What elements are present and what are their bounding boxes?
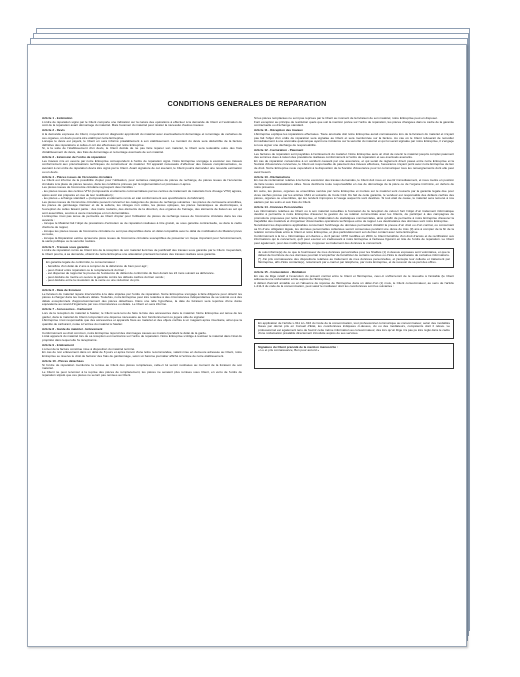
article-paragraph: L'ordre de réparation remis au Client lors de la réception de son matériel tient lieu de justificatif des travaux sous garantie par le Client. Cependant, le Client pourra, à sa demande, obtenir de notre Entreprise une attestation précisant la nature des travaux réalisés sous garantie. — [42, 248, 242, 256]
article-paragraph: Si les pièces remplacées ne sont pas reprises par le Client au moment de la livraison de son matériel, notre Entreprise peut en disposer. — [254, 116, 438, 120]
article-section — [254, 149, 454, 174]
article-paragraph: Les pièces issues de l'économie circulaire regroupent deux familles : — [42, 185, 135, 190]
article-heading: Article 13 - Réclamations — [254, 174, 291, 179]
article-paragraph: Lorsque le devis est payant, le Client en sera informé préalablement à son établissement. Le montant du devis sera déductible de la facture définitive des réparations si celles-ci ont été effectuées par notre Entreprise. — [42, 139, 242, 147]
article-paragraph: Les factures de réparation sont payables à l'enlèvement du matériel. Notre Entreprise aura un droit de retenir le matériel jusqu'à complet paiement des sommes dues à raison des prestations réalisées conformément à l'ordre de réparation et ses éventuels avenants. — [254, 151, 454, 160]
mediation-info-text: En application de l'article L.611 à L.616 du Code de la consommation, tout professionnel communique au consommateur, selon des modalités fixées par décret pris en Conseil d'Etat, les coordonnées indiquées ci-dessus, du ou des médiateurs, compétents dont il relève. Le professionnel est également tenu de fournir cette même information au consommateur, dès lors qu'un litige n'a pas pu être réglé dans le cadre d'une réclamation préalable directement introduite auprès de ses services. — [258, 320, 450, 336]
article-section — [42, 176, 242, 244]
article-heading: Article 11 - Réception des travaux — [254, 128, 303, 133]
article-paragraph: En cas de réclamation relative à la bonne exécution des travaux demandés, le Client doit nous en avertir immédiatement, et nous mettre en position de faire toutes constatations utiles. Nous déclinons toute responsabilité en cas de démontage de la pièce ou de l'organe incriminé, en dehors de notre présence. — [254, 178, 454, 190]
box-line: - est dispensé de rapporter la preuve de l'existence du défaut de conformité du bien durant les 24 mois suivant sa délivrance. — [46, 271, 215, 276]
box-line: En garantie légale de conformité, le consommateur : — [46, 260, 117, 265]
article-section — [254, 206, 454, 246]
article-paragraph: Les pièces issues de l'économie circulaire peuvent concerner les catégories de pièces de rechange suivantes : les pièces de carrosserie amovibles, les pièces de garnissage intérieur et de la sellerie, les vitrages non collés, les pièces optiques, les pièces mécaniques ou électroniques, à l'exception de celles faisant partie : des trains roulants, des éléments de la direction, des organes de freinage, des éléments de liaison au sol qui sont assemblés, soumis à usure mécanique et non démontables. — [42, 199, 242, 215]
article-paragraph: A défaut d'accord amiable ou en l'absence de réponse de l'Entreprise dans un délai d'un (1) mois, le Client consommateur, au sens de l'article L.211-3 du code de la consommation, peut saisir le médiateur dont les coordonnées sont les suivantes : — [254, 280, 454, 289]
legal-guarantee-box — [42, 258, 242, 286]
article-heading: Article 12 - Facturation - Paiement — [254, 147, 304, 152]
article-heading: Article 3 - Extension de l'ordre de réparation — [42, 155, 107, 160]
article-paragraph: L'Entreprise n'est responsable que des accessoires et appareils fixés au matériel et des objets confiés à un magasin après inventaire, ainsi que la quantité de carburant, notée à l'entrée du matériel à l'atelier. — [42, 318, 242, 326]
article-paragraph: Lors de la réception du matériel à l'atelier, le Client sera tenu de faire la liste des accessoires dans le matériel. Notre Entreprise est tenue de les garder, dans le matériel du Client comportant une dépense nécessaire au bon fonctionnement ou jugera utile de signaler. — [42, 311, 242, 319]
mediator-blank-space — [254, 291, 454, 317]
document-title: CONDITIONS GENERALES DE REPARATION — [167, 99, 327, 108]
article-paragraph: Conformément au droit commun, notre Entreprise répond des dommages causés au matériel pendant le délai de la garde. — [42, 330, 207, 335]
article-paragraph: Les travaux mis en oeuvre par notre Entreprise correspondent à l'ordre de réparation signé. Notre Entreprise s'engage à exécuter ces travaux conformément aux préconisations techniques du constructeur du matériel. S'il apparaît nécessaire d'effectuer des travaux complémentaires, ce avenant à cet ordre de réparation devra être signé par le Client. Avant signature de cet avenant, le Client pourra demander une nouvelle estimation ou un devis. — [42, 158, 242, 174]
article-paragraph: L'envoi de la facture constitue mise à disposition du matériel terminé. — [42, 346, 136, 351]
article-paragraph: Si l'ordre de réparation mentionne la remise au Client des pièces remplacées, celle-ci lui seront restituées au moment de la livraison de son matériel. — [42, 362, 242, 371]
article-paragraph: L'état apparent du matériel lors de sa réception est mentionné sur l'ordre de réparation. Notre Entreprise s'oblige à restituer le matériel dans l'état du propriété dans lequel elle l'a réceptionné. — [42, 334, 242, 342]
article-section — [42, 129, 242, 154]
article-heading: Article 8 - Garde du matériel - Enlèvement — [42, 327, 103, 332]
article-paragraph: L'Entreprise explique les réparations effectuées. Toute anomalie doit notre Entreprise aurait connaissance lors de la livraison du matériel et n'ayant pas fait l'objet d'un ordre de réparation sera signalée au Client et sera mentionnée sur la facture. Au cas où le Client refuserait de remédier immédiatement à une anomalie quelconque ayant une incidence sur la sécurité du matériel et qui lui serait signalée par notre Entreprise, il s'engage à nous signer une décharge de responsabilité. — [254, 131, 454, 147]
article-paragraph: En cas de litige relatif à l'exécution du présent contrat entre le Client et l'Entreprise, ceux-ci s'efforceront de le résoudre à l'amiable (le Client adressera une réclamation écrite auprès de l'Entreprise). — [254, 273, 454, 282]
document-sheet — [27, 44, 467, 647]
article-heading: Article 6 - Date de livraison — [42, 287, 82, 292]
article-section — [42, 246, 242, 257]
article-paragraph: A la demande expresse du Client, moyennant un diagnostic approfondi du matériel avec éventuellement démontage et remontage de certaines de ces organes, un devis pourra être établi par notre Entreprise. — [42, 131, 242, 140]
left-articles-continued — [42, 289, 242, 378]
box-line: - peut déduire entre la résolution de la vente ou une réduction du prix. — [46, 278, 141, 283]
article-paragraph: Les informations relatives au Client ou à son matériel recueillies à l'occasion de la réception de celui-ci font l'objet d'un traitement informatique destiné à permettre à notre Entreprise d'assurer la gestion de sa relation commerciale avec les Clients, de participer à des campagnes de promotions proposées par notre Entreprise, et l'élaboration de statistiques commerciales, ainsi qu'afin de permettre à notre Entreprise d'assurer la traçabilité des matériels et d'organiser d'éventuelles opérations techniques et/ou de rappel. Les destinataires des données sont notre Entreprise. — [254, 208, 454, 224]
article-heading: Article 15 - Contestation - Médiation — [254, 269, 306, 274]
article-paragraph: Nonobstant les dispositions applicables concernant l'archivage de données permettant d'établir la preuve d'un droit ou d'un contrat, ou concernant sa fin d'une obligation légale, les données personnelles collectées seront conservées pendant une durée de trois (3) ans à compter de la fin de la relation commerciale entre le Client et notre Entreprise, et plus particulièrement son dernier contact avec notre Entreprise. — [254, 223, 454, 235]
box-line: - bénéficie d'un délai de 2 ans à compter de la délivrance du bien pour agir ; — [46, 263, 149, 268]
right-articles — [254, 117, 454, 246]
box-line: Je suis informé(e) de ce que le fournisseur de mes données personnelles pour les finalités (1) ci-dessus exposées sont volontaires, et que le défaut de fourniture de ces données pourrait m'empêcher de bénéficier de certains services ou d'être le destinataire de certaines informations. — [258, 249, 450, 258]
article-paragraph: L'entreprise n'est pas tenue de permettre au Client d'opter pour l'utilisation de pièces de rechange issues de l'économie circulaire dans les cas suivants : — [42, 214, 242, 222]
article-section — [42, 308, 242, 326]
signature-subtitle: « Lu et pris connaissance, Bon pour accord » — [258, 348, 320, 353]
signature-title: Signature du Client précédé de la mention manuscrite : — [258, 344, 338, 349]
article-heading: Article 9 - Enlèvement — [42, 343, 74, 347]
article-paragraph: - lorsque les pièces issues de l'économie circulaire ne sont pas disponibles dans un délai compatible avec le délai de mobilisation du Matériel prévu au reste, — [42, 228, 242, 237]
article-paragraph: - les pièces « échange standard » (composants et éléments remis en état conformément aux spécifications du fabricant). — [42, 196, 205, 201]
article-heading: Article 2 - Devis — [42, 128, 65, 133]
right-column — [254, 117, 454, 369]
article-heading: Article 14 - Données Personnelles — [254, 205, 304, 210]
article-paragraph: Le livraison du matériel réparé interviendra à la date stipulée par l'ordre de réparation. Notre Entreprise s'engage à faire diligence pour obtenir les pièces à charger dans les meilleurs délais. Toutefois, notre Entreprise peut être retardée à des circonstances indépendantes de sa volonté ou à des délais exceptionnels d'approvisionnement des pièces détachées. Dans une telle hypothèse, la date de livraison sera reportée d'une durée équivalente au retard d'ingénierie par ces circonstances ou délais. Le Client en sera informé. — [42, 291, 242, 307]
article-paragraph: - lorsque la Réparation estime qu'aucune pièce issues de l'économie circulaire susceptibles de présenter un risque important pour l'environnement, la santé publique ou la sécurité routière. — [42, 235, 242, 244]
article-section — [42, 344, 242, 358]
article-paragraph: - les pièces issues des centres VHU (composants et éléments commercialisés par les centres de traitement de matériels hors d'usage VHU) agréés, après avoir été préparés en vue de leur réutilisation) ; — [42, 189, 242, 197]
article-paragraph: Le Client est informé de la possibilité d'opter pour l'utilisation, pour certaines catégories de pièces de rechange, de pièces issues de l'économie circulaire à la place de pièces neuves, dans les conditions prévues par la réglementation et précisées ci-après. — [42, 178, 242, 186]
article-section — [42, 328, 242, 342]
article-heading: Article 5 - Travaux sous garantie — [42, 244, 89, 249]
mediation-info-box — [254, 319, 454, 339]
article-heading: Article 4 - Pièces issues de l'économie circulaire — [42, 174, 113, 179]
article-paragraph: Le Client ne peut renoncer à la reprise des pièces de remplacement, les pièces ne seraient plus remises sous Client, en vertu de l'ordre de réparation stipulé que ces pièces ne seront pas remises au Client. — [42, 369, 242, 378]
article-section — [42, 289, 242, 307]
article-paragraph: Font exception au principe de restitution quels que soit la mention portée sur l'ordre de réparation, les pièces changées dans le cadre de la garantie contractuelle ou d'échange standard. — [254, 119, 454, 128]
article-section — [42, 117, 242, 128]
box-line: - peut choisir entre réparation ou le remplacement du bien ; — [46, 267, 126, 272]
article-paragraph: L'ordre de réparation signé par le Client comporte une indication sur la nature des opérations à effectuer à la demande du Client et l'estimation du coût de la réparation avant démontage du matériel. Mais l'examen du matériel peut révéler la nécessité d'autres travaux. — [42, 119, 242, 128]
article-paragraph: Si, à la suite de l'établissement d'un devis, le Client décide de ne pas faire réparer son matériel, le Client sera redevable outre des frais d'établissement du devis, des frais de démontage et remontage éventuels de son matériel. — [42, 146, 242, 154]
article-heading: Article 7 - Accessoires - Carburant — [42, 307, 92, 312]
article-heading: Article 10 - Pièces détachées — [42, 358, 84, 363]
article-paragraph: Conformément à la loi « Informatique et Libertés » du 6 janvier 1978 modifiée en 2004, le Client bénéficie d'un droit d'accès et de rectification aux informations qui le concernent, qu'il peut exercer en s'adressant à notre Entreprise à l'adresse figurant en tête de l'ordre de réparation. Le Client peut également, pour des motifs légitimes, s'opposer au traitement des données le concernant. — [254, 233, 454, 245]
article-section — [254, 271, 454, 289]
signature-box[interactable] — [254, 343, 454, 369]
article-paragraph: En cas de non enlèvement dans un délai de 8 jours et après l'envoi d'une lettre recommandée, valant mise en demeure adressée au Client, notre Entreprise se réserve le droit de facturer des frais de gardiennage, selon un barème journalier affiché à l'entrée de notre établissement. — [42, 350, 242, 358]
right-articles-continued — [254, 271, 454, 289]
article-section — [42, 156, 242, 174]
article-section — [254, 117, 454, 128]
article-heading: Article 1 - Estimation — [42, 116, 73, 120]
left-column — [42, 117, 242, 380]
box-line: (*) J'ai pris connaissance des dispositions relatives au traitement de mes données personnelles, et j'accepte leur collecte et traitement par l'Entreprise, afin d'être contacté(e), notamment par e-mail et par téléphone, par notre Entreprise, et de recevoir de sa part des offres. — [258, 256, 450, 265]
article-paragraph: En cas de réparation consécutive à un accident causant par une assurance, et qui serait de règlement direct passé entre notre Entreprise et la Société d'Assurance concernée, le Client est responsable du paiement des travaux effectués, l'assurance n'ayant point avec notre Entreprise de lien de droit. Notre Entreprise reste cependant à la disposition de la Société d'Assurance pour lui communiquer tous les renseignements dont elle peut avoir besoin. — [254, 158, 454, 174]
data-consent-box — [254, 248, 454, 268]
article-section — [254, 129, 454, 147]
box-line: - peut déduire de mettre en oeuvre la garantie contre les défauts cachés du bien vendu ; — [46, 274, 166, 279]
article-paragraph: - lorsque le Matériel fait l'objet de prestations d'entretien ou de réparation réalisées à titre gratuit, ou sous garantie contractuelle, ou dans le cadre d'actions de rappel, — [42, 221, 242, 229]
article-section — [254, 176, 454, 205]
article-section — [42, 360, 242, 378]
article-paragraph: En outre, les pièces, organes ou ensembles vendus par notre Entreprise et montés sur le matériel sont couverts par la garantie légale due pour vices cachés prévue par les articles 1641 et suivants du Code Civil. Du fait de cette garantie, le vendeur est responsable des défauts cachés des pièces, organes ou ensembles, qui les rendent impropres à l'usage auquel ils sont destinés. Si tout était de cause, le matériel sera remené à nos ateliers par les soins et aux frais du Client. — [254, 189, 454, 204]
left-articles — [42, 117, 242, 256]
